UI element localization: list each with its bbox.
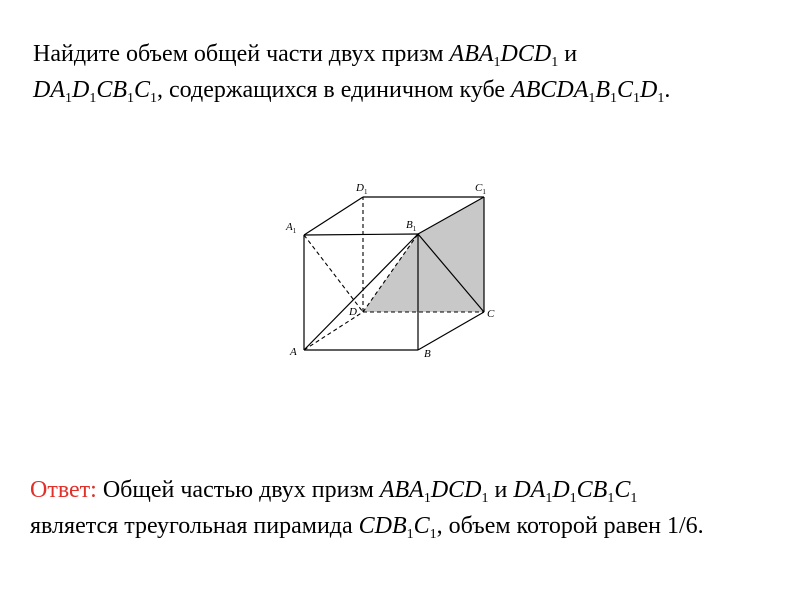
- label-C1: $C_1$: [475, 182, 486, 196]
- answer-line-2: является треугольная пирамида $CDB_1C_1$, объем которой равен 1/6.: [30, 513, 704, 542]
- answer-label: Ответ:: [30, 477, 97, 503]
- cube-name: $ABCDA_1B_1C_1D_1$: [511, 77, 665, 106]
- problem-intro: Найдите объем общей части двух призм: [33, 41, 450, 67]
- prism-1-name: $ABA_1DCD_1$: [449, 41, 559, 70]
- label-D1: $D_1$: [356, 182, 368, 196]
- diag-A1-D: [304, 235, 363, 312]
- label-C: C: [487, 308, 495, 320]
- answer-prism-1: $ABA_1DCD_1$: [379, 477, 489, 506]
- edge-B-C: [418, 312, 484, 350]
- edge-A1-B1: [304, 234, 418, 235]
- label-D: D: [349, 306, 357, 318]
- cube-figure: [280, 178, 510, 368]
- answer-block: [30, 472, 704, 544]
- label-B1: $B_1$: [406, 219, 417, 233]
- label-A: A: [290, 346, 297, 358]
- problem-statement: [33, 36, 670, 108]
- answer-pyramid: $CDB_1C_1$: [358, 513, 437, 542]
- answer-prism-2: $DA_1D_1CB_1C_1$: [513, 477, 638, 506]
- label-B: B: [424, 348, 431, 360]
- shaded-pyramid-face: [363, 197, 484, 312]
- edge-A1-D1: [304, 197, 363, 235]
- prism-2-name: $DA_1D_1CB_1C_1$: [33, 77, 158, 106]
- problem-line-2: $DA_1D_1CB_1C_1$, содержащихся в единичном кубе $ABCDA_1B_1C_1D_1$.: [33, 77, 671, 106]
- answer-line-1: Ответ: Общей частью двух призм $ABA_1DCD_1$ и $DA_1D_1CB_1C_1$: [30, 477, 638, 506]
- label-A1: $A_1$: [286, 221, 297, 235]
- problem-line-1: Найдите объем общей части двух призм $ABA_1DCD_1$ и: [33, 41, 578, 70]
